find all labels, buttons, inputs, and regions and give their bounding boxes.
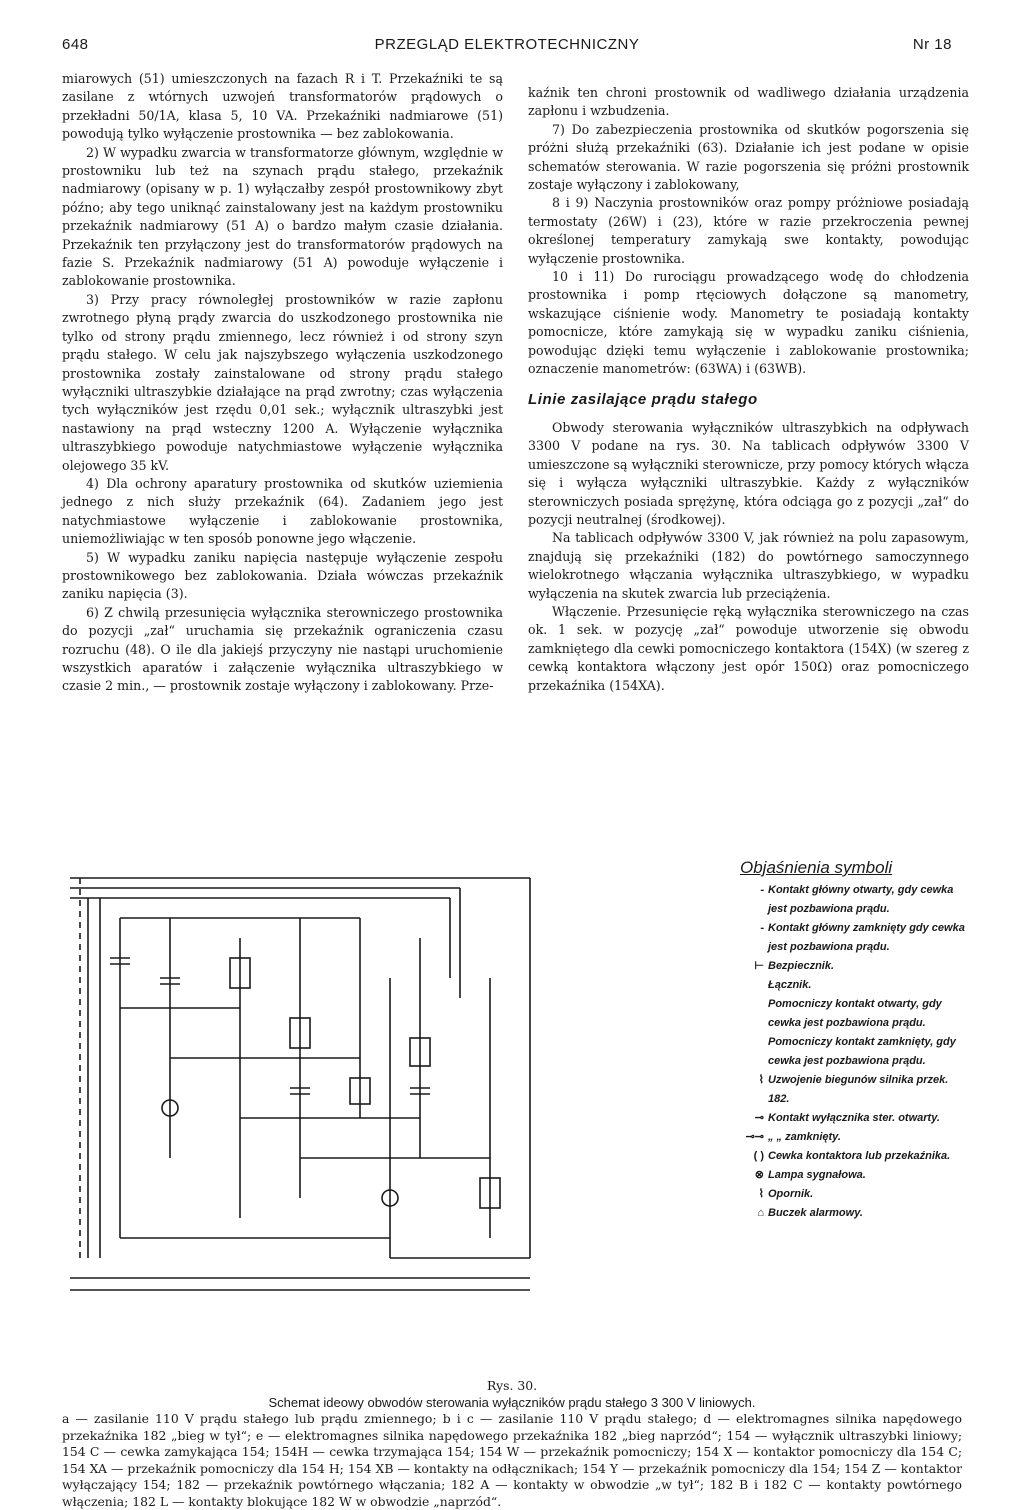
legend-symbol: ⊸⊸ [745, 1131, 764, 1143]
legend-item [732, 1185, 972, 1204]
legend-text: Opornik. [768, 1188, 814, 1200]
legend-text: Buczek alarmowy. [768, 1207, 863, 1219]
paragraph: 3) Przy pracy równoległej prostowników w razie zapłonu zwrotnego płyną prądy zwarcia do uszkodzonego prostownika nie tylko od strony prądu zmiennego, lecz również i od strony szyn prądu stałego. W celu jak najszybszego wyłączenia uszkodzonego prostownika zostały zainstalowane od strony prądu stałego wyłączniki ultraszybkie działające na prąd zwrotny; czas wyłączenia tych wyłączników jest rzędu 0,01 sek.; wyłącznik ultraszybki jest nastawiony na prąd wsteczny 1200 A. Wyłączenie wyłącznika ultraszybkiego powoduje natychmiastowe wyłączenie wyłącznika olejowego 35 kV. [62, 291, 503, 473]
paragraph: 4) Dla ochrony aparatury prostownika od skutków uziemienia jednego z nich służy przekaźnik (64). Zadaniem jego jest natychmiastowe wyłączenie i zablokowanie prostownika, uniemożliwiając w ten sposób ponowne jego włączenie. [62, 475, 503, 547]
paragraph: kaźnik ten chroni prostownik od wadliwego działania urządzenia zapłonu i wzbudzenia. [528, 85, 969, 119]
circuit-figure [60, 858, 965, 1378]
legend-item [732, 1109, 972, 1128]
legend-item [732, 881, 972, 919]
paragraph: Obwody sterowania wyłączników ultraszybkich na odpływach 3300 V podane na rys. 30. Na tablicach odpływów 3300 V umieszczone są wyłączniki sterownicze, przy pomocy których włącza się i wyłącza wyłączniki ultraszybkie. Każdy z wyłączników sterowniczych posiada sprężynę, która odciąga go z pozycji „zał“ do pozycji neutralnej (środkowej). [528, 419, 969, 527]
issue-number: Nr 18 [912, 36, 952, 53]
legend-symbol: ⌂ [757, 1207, 764, 1219]
paragraph: 8 i 9) Naczynia prostowników oraz pompy próżniowe posiadają termostaty (26W) i (23), które w razie przekroczenia pewnej określonej temperatury zamykają swe kontakty, powodując wyłączenie prostownika. [528, 195, 969, 266]
legend-text: Kontakt główny zamknięty gdy cewka jest pozbawiona prądu. [768, 922, 965, 953]
legend-item [732, 1128, 972, 1147]
legend-text: Pomocniczy kontakt otwarty, gdy cewka jest pozbawiona prądu. [768, 998, 942, 1029]
figure-title: Schemat ideowy obwodów sterowania wyłączników prądu stałego 3 300 V liniowych. [268, 1394, 756, 1410]
paragraph: 7) Do zabezpieczenia prostownika od skutków pogorszenia się próżni służą przekaźniki (63). Działanie ich jest podane w opisie schematów sterowania. W razie pogorszenia się próżni prostownik zostaje wyłączony i zablokowany, [528, 121, 969, 193]
figure-caption [62, 1378, 962, 1510]
legend-text: Lampa sygnałowa. [768, 1169, 866, 1181]
left-column [62, 70, 503, 696]
legend-text: Łącznik. [768, 979, 812, 991]
paragraph: 5) W wypadku zaniku napięcia następuje wyłączenie zespołu prostownikowego bez zablokowania. Działa wówczas przekaźnik zaniku napięcia (3). [62, 549, 503, 602]
legend-symbol: ( ) [753, 1150, 764, 1162]
paragraph: Włączenie. Przesunięcie ręką wyłącznika sterowniczego na czas ok. 1 sek. w pozycję „zał“ powoduje utworzenie się obwodu zamkniętego dla cewki pomocniczego kontaktora (154X) (w szereg z cewką kontaktora włączony jest opór 150Ω) oraz pomocniczego przekaźnika (154XA). [528, 603, 969, 693]
legend-symbol: - [760, 922, 764, 934]
paragraph: miarowych (51) umieszczonych na fazach R i T. Przekaźniki te są zasilane z wtórnych uzwojeń transformatorów prądowych o przekładni 50/1A, klasa 5, 10 VA. Przekaźniki nadmiarowe (51) powodują tylko wyłączenie prostownika — bez zablokowania. [62, 71, 503, 142]
symbol-legend [732, 858, 972, 1223]
legend-symbol: ⊢ [754, 960, 764, 972]
legend-item [732, 1204, 972, 1223]
legend-text: Cewka kontaktora lub przekaźnika. [768, 1150, 951, 1162]
legend-item [732, 1147, 972, 1166]
legend-text: Kontakt wyłącznika ster. otwarty. [768, 1112, 940, 1124]
journal-title: PRZEGLĄD ELEKTROTECHNICZNY [374, 36, 640, 53]
legend-symbol: ⊗ [754, 1169, 764, 1181]
legend-symbol: ⌇ [758, 1074, 764, 1086]
legend-symbol: - [760, 884, 764, 896]
legend-title: Objaśnienia symboli [740, 858, 893, 877]
legend-item [732, 976, 972, 995]
figure-description: a — zasilanie 110 V prądu stałego lub prądu zmiennego; b i c — zasilanie 110 V prądu stałego; d — elektromagnes silnika napędowego przekaźnika 182 „bieg w tył“; e — elektromagnes silnika napędowego przekaźnika 182 „bieg naprzód“; 154 — wyłącznik ultraszybki liniowy; 154 C — cewka zamykająca 154; 154H — cewka trzymająca 154; 154 W — przekaźnik pomocniczy; 154 X — kontaktor pomocniczy dla 154 C; 154 XA — przekaźnik pomocniczy dla 154 H; 154 XB — kontakty na odłącznikach; 154 Y — przekaźnik pomocniczy dla 154; 154 Z — kontaktor wyłączający 154; 182 — przekaźnik powtórnego włączania; 182 A — kontakty w obwodzie „w tył“; 182 B i 182 C — kontakty powtórnego włączenia; 182 L — kontakty blokujące 182 W w obwodzie „naprzód“. [62, 1411, 962, 1509]
legend-text: „ „ zamknięty. [768, 1131, 841, 1143]
paragraph: 6) Z chwilą przesunięcia wyłącznika sterowniczego prostownika do pozycji „zał“ uruchamia się przekaźnik ograniczenia czasu rozruchu (48). O ile dla jakiejś przyczyny nie nastąpi uruchomienie wszystkich aparatów i załączenie wyłącznika ultraszybkiego w czasie 2 min., — prostownik zostaje wyłączony i zablokowany. Prze- [62, 604, 503, 694]
legend-symbol: ⌇ [758, 1188, 764, 1200]
right-column [528, 84, 969, 695]
legend-text: Uzwojenie biegunów silnika przek. 182. [768, 1074, 949, 1105]
legend-item [732, 1071, 972, 1109]
paragraph: Na tablicach odpływów 3300 V, jak również na polu zapasowym, znajdują się przekaźniki (182) do powtórnego samoczynnego wielokrotnego włączania wyłącznika ultraszybkiego, w wypadku wyłączenia na skutek zwarcia lub przeciążenia. [528, 530, 969, 601]
section-heading: Linie zasilające prądu stałego [528, 390, 758, 408]
paragraph: 2) W wypadku zwarcia w transformatorze głównym, względnie w prostowniku lub też na szynach prądu stałego, przekaźnik nadmiarowy (opisany w p. 1) wyłączałby zespół prostownikowy zbyt późno; aby tego uniknąć zainstalowany jest na każdym prostowniku przekaźnik nadmiarowy (51 A) o bardzo małym czasie działania. Przekaźnik ten przyłączony jest do transformatorów prądowych na fazie S. Przekaźnik nadmiarowy (51 A) powoduje wyłączenie i zablokowanie prostownika. [62, 144, 503, 289]
legend-item [732, 995, 972, 1033]
legend-item [732, 1166, 972, 1185]
legend-symbol: ⊸ [754, 1112, 764, 1124]
legend-item [732, 919, 972, 957]
legend-text: Pomocniczy kontakt zamknięty, gdy cewka jest pozbawiona prądu. [768, 1036, 956, 1067]
legend-text: Bezpiecznik. [768, 960, 835, 972]
page-number: 648 [62, 36, 89, 53]
legend-text: Kontakt główny otwarty, gdy cewka jest pozbawiona prądu. [768, 884, 954, 915]
circuit-schematic [60, 858, 720, 1378]
page-header [62, 36, 952, 60]
figure-number: Rys. 30. [486, 1378, 538, 1393]
legend-item [732, 1033, 972, 1071]
paragraph: 10 i 11) Do rurociągu prowadzącego wodę do chłodzenia prostownika i pomp rtęciowych dołączone są manometry, wskazujące ciśnienie wody. Manometry te posiadają kontakty pomocnicze, które zamykają się w wypadku zaniku ciśnienia, powodując dzięki temu wyłączenie i zablokowanie prostownika; oznaczenie manometrów: (63WA) i (63WB). [528, 269, 969, 377]
legend-item [732, 957, 972, 976]
